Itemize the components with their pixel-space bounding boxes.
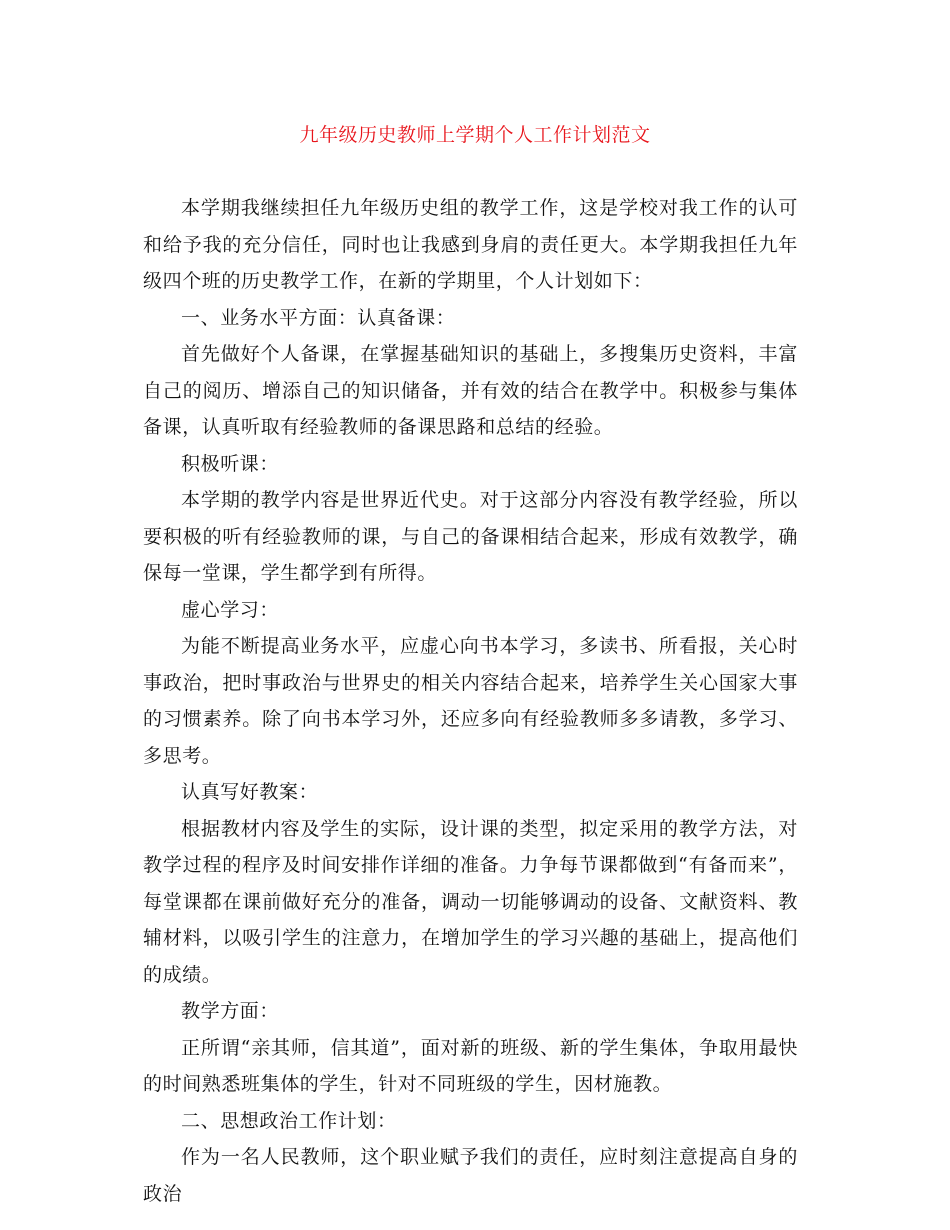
document-title: 九年级历史教师上学期个人工作计划范文 xyxy=(299,124,651,146)
paragraph-attend-classes: 本学期的教学内容是世界近代史。对于这部分内容没有教学经验，所以要积极的听有经验教师的课，与自己的备课相结合起来，形成有效教学，确保每一堂课，学生都学到有所得。 xyxy=(143,489,798,584)
heading-attend-classes: 积极听课： xyxy=(181,452,280,475)
heading-lesson-plans: 认真写好教案： xyxy=(181,781,319,803)
paragraph-lesson-plans: 根据教材内容及学生的实际，设计课的类型，拟定采用的教学方法，对教学过程的程序及时间安排作详细的准备。力争每节课都做到“有备而来”，每堂课都在课前做好充分的准备，调动一切能够调动的设备、文献资料、教辅材料，以吸引学生的注意力，在增加学生的学习兴趣的基础上，提高他们的成绩。 xyxy=(143,817,798,986)
document-body xyxy=(143,190,798,1212)
heading-teaching: 教学方面： xyxy=(181,1000,280,1022)
heading-humble-learning: 虚心学习： xyxy=(181,598,280,621)
heading-political-work: 二、思想政治工作计划： xyxy=(181,1109,397,1132)
paragraph-intro: 本学期我继续担任九年级历史组的教学工作，这是学校对我工作的认可和给予我的充分信任，同时也让我感到身肩的责任更大。本学期我担任九年级四个班的历史教学工作，在新的学期里，个人计划如下： xyxy=(143,197,798,292)
paragraph-lesson-prep: 首先做好个人备课，在掌握基础知识的基础上，多搜集历史资料，丰富自己的阅历、增添自己的知识储备，并有效的结合在教学中。积极参与集体备课，认真听取有经验教师的备课思路和总结的经验。 xyxy=(143,343,798,438)
paragraph-teaching: 正所谓“亲其师，信其道”，面对新的班级、新的学生集体，争取用最快的时间熟悉班集体的学生，针对不同班级的学生，因材施教。 xyxy=(143,1036,798,1095)
paragraph-political-work: 作为一名人民教师，这个职业赋予我们的责任，应时刻注意提高自身的政治 xyxy=(143,1146,798,1205)
paragraph-humble-learning: 为能不断提高业务水平，应虚心向书本学习，多读书、所看报，关心时事政治，把时事政治与世界史的相关内容结合起来，培养学生关心国家大事的习惯素养。除了向书本学习外，还应多向有经验教师多多请教，多学习、多思考。 xyxy=(143,635,798,767)
heading-business-level: 一、业务水平方面：认真备课： xyxy=(181,306,456,329)
